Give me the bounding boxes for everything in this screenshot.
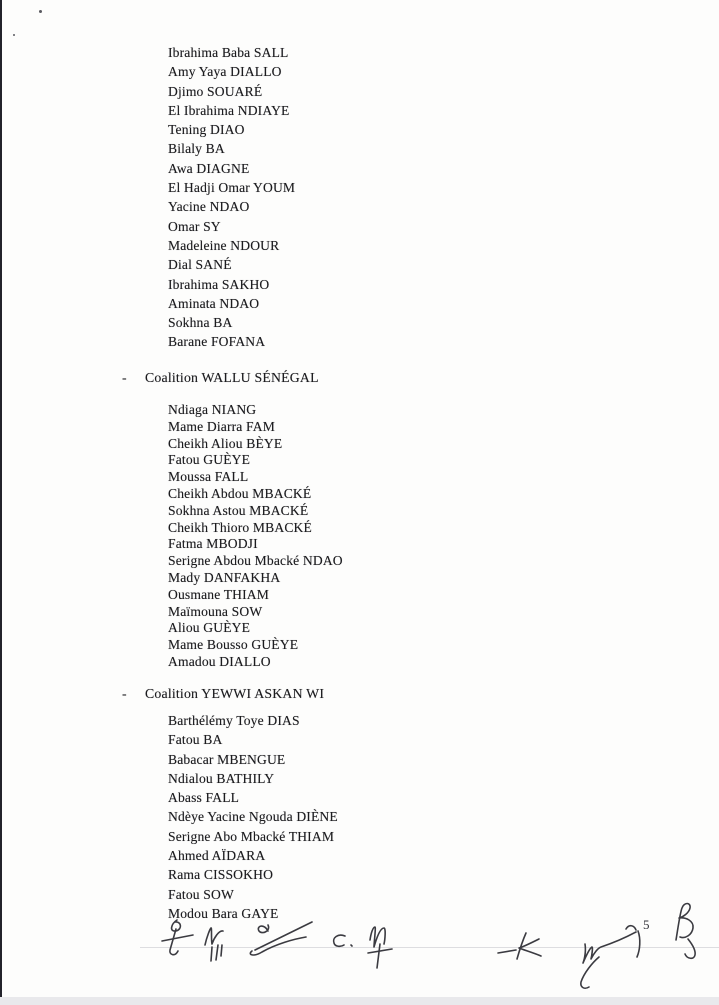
name-line: Djimo SOUARÉ [168,83,263,99]
coalition-header-wallu-senegal [122,370,319,386]
list-dash: - [122,370,127,385]
name-line: Sokhna BA [168,315,233,331]
name-line: El Hadji Omar YOUM [168,180,296,196]
name-line: Abass FALL [168,790,240,806]
name-line: Ousmane THIAM [168,586,269,602]
name-line: Tening DIAO [168,122,245,138]
name-line: Serigne Abdou Mbacké NDAO [168,553,343,569]
signature-initials-icon [334,935,352,946]
name-line: Barthélémy Toye DIAS [168,713,300,728]
signature-flourish-icon [250,922,312,955]
name-line: Ahmed AÏDARA [168,848,266,864]
name-line: Mady DANFAKHA [168,569,281,585]
signature-squiggle-icon [581,926,640,988]
name-line: Madeleine NDOUR [168,237,280,253]
name-line: Ndiaga NIANG [168,402,257,417]
name-line: Amadou DIALLO [168,653,271,669]
signature-initials-icon [676,904,695,959]
name-line: Cheikh Aliou BÈYE [168,435,283,451]
name-list-first [168,43,295,352]
name-line: Serigne Abo Mbacké THIAM [168,828,335,844]
name-list-yewwi-askan-wi [168,711,338,923]
signature-initials-icon [162,920,193,955]
name-line: Cheikh Thioro MBACKÉ [168,519,312,535]
name-line: El Ibrahima NDIAYE [168,102,290,118]
name-line: Ndialou BATHILY [168,770,275,786]
name-line: Ndèye Yacine Ngouda DIÈNE [168,809,338,825]
name-line: Yacine NDAO [168,199,250,215]
scan-faint-rule [140,947,719,948]
name-line: Amy Yaya DIALLO [168,64,282,80]
name-line: Barane FOFANA [168,334,266,350]
list-dash: - [122,686,127,701]
name-line: Ibrahima SAKHO [168,276,270,292]
name-line: Fatou GUÈYE [168,452,251,468]
scan-speck [13,34,15,36]
name-line: Babacar MBENGUE [168,751,286,767]
name-line: Dial SANÉ [168,257,232,273]
name-line: Rama CISSOKHO [168,867,274,883]
name-line: Modou Bara GAYE [168,905,279,921]
name-line: Mame Bousso GUÈYE [168,637,299,653]
scan-edge-line [0,0,2,1005]
name-line: Cheikh Abdou MBACKÉ [168,485,312,501]
signature-initials-icon [205,928,223,961]
name-line: Aminata NDAO [168,295,260,311]
name-line: Bilaly BA [168,141,225,157]
name-line: Awa DIAGNE [168,160,250,176]
page-number: 5 [643,917,650,932]
name-line: Moussa FALL [168,469,249,485]
scan-speck [39,10,42,13]
name-list-wallu-senegal [168,402,343,671]
name-line: Ibrahima Baba SALL [168,45,289,60]
signature-initials-icon [498,933,541,959]
name-line: Sokhna Astou MBACKÉ [168,502,309,518]
coalition-header-yewwi-askan-wi [122,686,324,702]
name-line: Omar SY [168,218,221,234]
name-line: Fatma MBODJI [168,536,258,552]
name-line: Aliou GUÈYE [168,620,251,636]
name-line: Mame Diarra FAM [168,418,275,434]
coalition-header-label: Coalition YEWWI ASKAN WI [145,686,325,701]
scan-bottom-band [0,997,719,1005]
coalition-header-label: Coalition WALLU SÉNÉGAL [145,370,319,385]
name-line: Fatou BA [168,732,223,748]
name-line: Maïmouna SOW [168,603,263,619]
name-line: Fatou SOW [168,886,234,902]
